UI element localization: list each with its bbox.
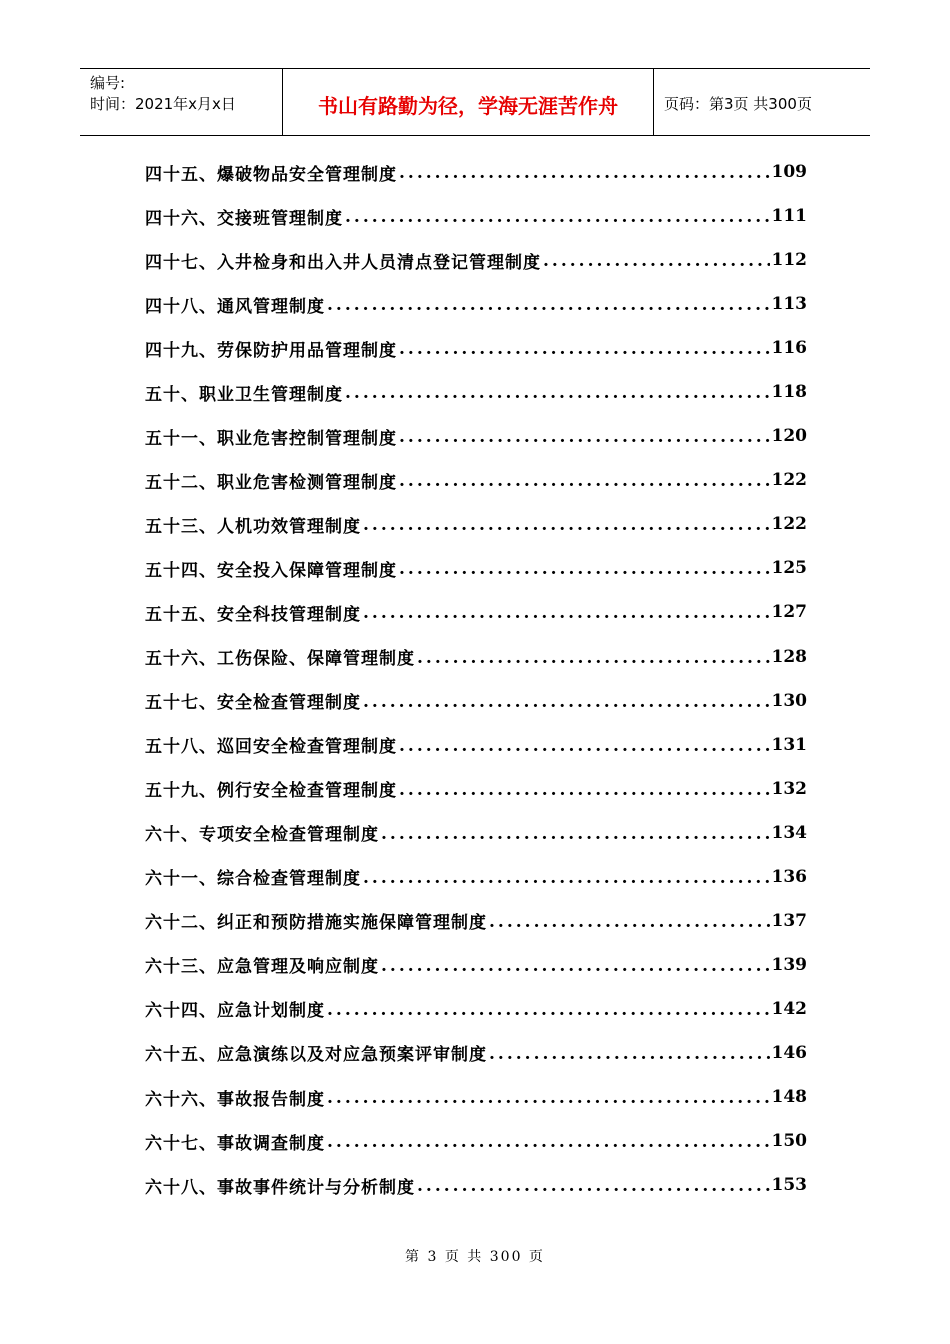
doc-time-label: 时间：2021年x月x日 — [90, 95, 236, 113]
toc-entry-title: 四十七、入井检身和出入井人员清点登记管理制度 — [145, 252, 541, 273]
toc-entry[interactable] — [145, 502, 807, 546]
header-page-info: 页码：第3页 共300页 — [664, 94, 812, 113]
page-footer: 第 3 页 共 300 页 — [405, 1249, 545, 1265]
toc-entry-page-number: 134 — [771, 822, 807, 843]
toc-entry[interactable] — [145, 987, 807, 1031]
toc-entry[interactable] — [145, 590, 807, 634]
toc-entry[interactable] — [145, 1119, 807, 1163]
toc-entry-page-number: 112 — [771, 250, 807, 271]
toc-dot-leader — [363, 692, 770, 712]
toc-entry[interactable] — [145, 238, 807, 282]
toc-entry[interactable] — [145, 370, 807, 414]
toc-entry-page-number: 125 — [771, 558, 807, 579]
toc-dot-leader — [381, 956, 770, 976]
header-meta — [80, 69, 282, 135]
toc-entry-title: 六十二、纠正和预防措施实施保障管理制度 — [145, 913, 487, 934]
toc-entry-title: 五十三、人机功效管理制度 — [145, 516, 361, 537]
toc-entry-page-number: 127 — [771, 602, 807, 623]
toc-entry[interactable] — [145, 546, 807, 590]
toc-entry[interactable] — [145, 150, 807, 194]
toc-entry-title: 五十四、安全投入保障管理制度 — [145, 560, 397, 581]
toc-dot-leader — [345, 207, 770, 227]
toc-entry-page-number: 153 — [771, 1175, 807, 1196]
toc-entry[interactable] — [145, 1031, 807, 1075]
table-of-contents — [145, 150, 807, 1207]
toc-entry-title: 四十五、爆破物品安全管理制度 — [145, 164, 397, 185]
toc-entry[interactable] — [145, 1075, 807, 1119]
toc-entry[interactable] — [145, 326, 807, 370]
toc-dot-leader — [381, 824, 770, 844]
toc-dot-leader — [345, 383, 770, 403]
toc-dot-leader — [489, 912, 770, 932]
toc-entry-title: 四十八、通风管理制度 — [145, 296, 325, 317]
toc-dot-leader — [489, 1044, 770, 1064]
toc-entry-page-number: 118 — [771, 382, 807, 403]
toc-entry-title: 五十九、例行安全检查管理制度 — [145, 781, 397, 802]
toc-entry-page-number: 128 — [771, 646, 807, 667]
toc-entry-title: 四十六、交接班管理制度 — [145, 208, 343, 229]
toc-entry-page-number: 130 — [771, 690, 807, 711]
toc-dot-leader — [327, 1000, 770, 1020]
toc-entry-title: 六十七、事故调查制度 — [145, 1133, 325, 1154]
toc-dot-leader — [399, 471, 770, 491]
toc-entry[interactable] — [145, 458, 807, 502]
toc-entry-page-number: 111 — [771, 206, 807, 227]
toc-entry-page-number: 139 — [771, 954, 807, 975]
toc-entry[interactable] — [145, 899, 807, 943]
toc-entry-title: 五十一、职业危害控制管理制度 — [145, 428, 397, 449]
toc-dot-leader — [417, 1176, 770, 1196]
toc-entry[interactable] — [145, 414, 807, 458]
toc-entry-page-number: 132 — [771, 778, 807, 799]
toc-dot-leader — [399, 339, 770, 359]
toc-entry-page-number: 136 — [771, 866, 807, 887]
toc-dot-leader — [327, 295, 770, 315]
toc-entry-title: 五十、职业卫生管理制度 — [145, 384, 343, 405]
toc-entry-page-number: 113 — [771, 294, 807, 315]
toc-dot-leader — [399, 427, 770, 447]
toc-entry-page-number: 131 — [771, 734, 807, 755]
page-header — [80, 68, 870, 136]
toc-entry-title: 五十八、巡回安全检查管理制度 — [145, 737, 397, 758]
toc-entry-page-number: 146 — [771, 1042, 807, 1063]
doc-number-label: 编号: — [90, 74, 126, 92]
toc-dot-leader — [399, 163, 770, 183]
toc-dot-leader — [363, 515, 770, 535]
toc-dot-leader — [543, 251, 770, 271]
toc-entry[interactable] — [145, 635, 807, 679]
toc-entry-title: 六十八、事故事件统计与分析制度 — [145, 1177, 415, 1198]
toc-entry-page-number: 142 — [771, 998, 807, 1019]
toc-entry[interactable] — [145, 767, 807, 811]
toc-dot-leader — [399, 559, 770, 579]
toc-entry[interactable] — [145, 1163, 807, 1207]
toc-dot-leader — [327, 1132, 770, 1152]
toc-entry[interactable] — [145, 943, 807, 987]
toc-dot-leader — [417, 648, 770, 668]
toc-entry-title: 六十六、事故报告制度 — [145, 1089, 325, 1110]
toc-dot-leader — [399, 780, 770, 800]
toc-entry[interactable] — [145, 811, 807, 855]
toc-entry-title: 五十五、安全科技管理制度 — [145, 604, 361, 625]
header-motto: 书山有路勤为径，学海无涯苦作舟 — [282, 69, 654, 135]
toc-entry[interactable] — [145, 679, 807, 723]
toc-entry-page-number: 120 — [771, 426, 807, 447]
toc-entry-title: 六十、专项安全检查管理制度 — [145, 825, 379, 846]
toc-entry[interactable] — [145, 194, 807, 238]
toc-entry-page-number: 137 — [771, 910, 807, 931]
toc-entry-title: 五十二、职业危害检测管理制度 — [145, 472, 397, 493]
toc-entry-page-number: 116 — [771, 338, 807, 359]
toc-entry[interactable] — [145, 855, 807, 899]
toc-entry-title: 六十三、应急管理及响应制度 — [145, 957, 379, 978]
toc-dot-leader — [363, 603, 770, 623]
toc-dot-leader — [363, 868, 770, 888]
toc-entry-page-number: 122 — [771, 470, 807, 491]
toc-dot-leader — [327, 1088, 770, 1108]
toc-entry-page-number: 148 — [771, 1087, 807, 1107]
toc-dot-leader — [399, 736, 770, 756]
toc-entry[interactable] — [145, 723, 807, 767]
toc-entry-title: 六十一、综合检查管理制度 — [145, 869, 361, 890]
toc-entry-title: 五十六、工伤保险、保障管理制度 — [145, 649, 415, 670]
toc-entry[interactable] — [145, 282, 807, 326]
toc-entry-title: 六十四、应急计划制度 — [145, 1001, 325, 1022]
toc-entry-title: 六十五、应急演练以及对应急预案评审制度 — [145, 1045, 487, 1066]
toc-entry-page-number: 122 — [771, 514, 807, 535]
toc-entry-title: 四十九、劳保防护用品管理制度 — [145, 340, 397, 361]
toc-entry-page-number: 150 — [771, 1131, 807, 1152]
toc-entry-page-number: 109 — [771, 162, 807, 183]
toc-entry-title: 五十七、安全检查管理制度 — [145, 693, 361, 714]
